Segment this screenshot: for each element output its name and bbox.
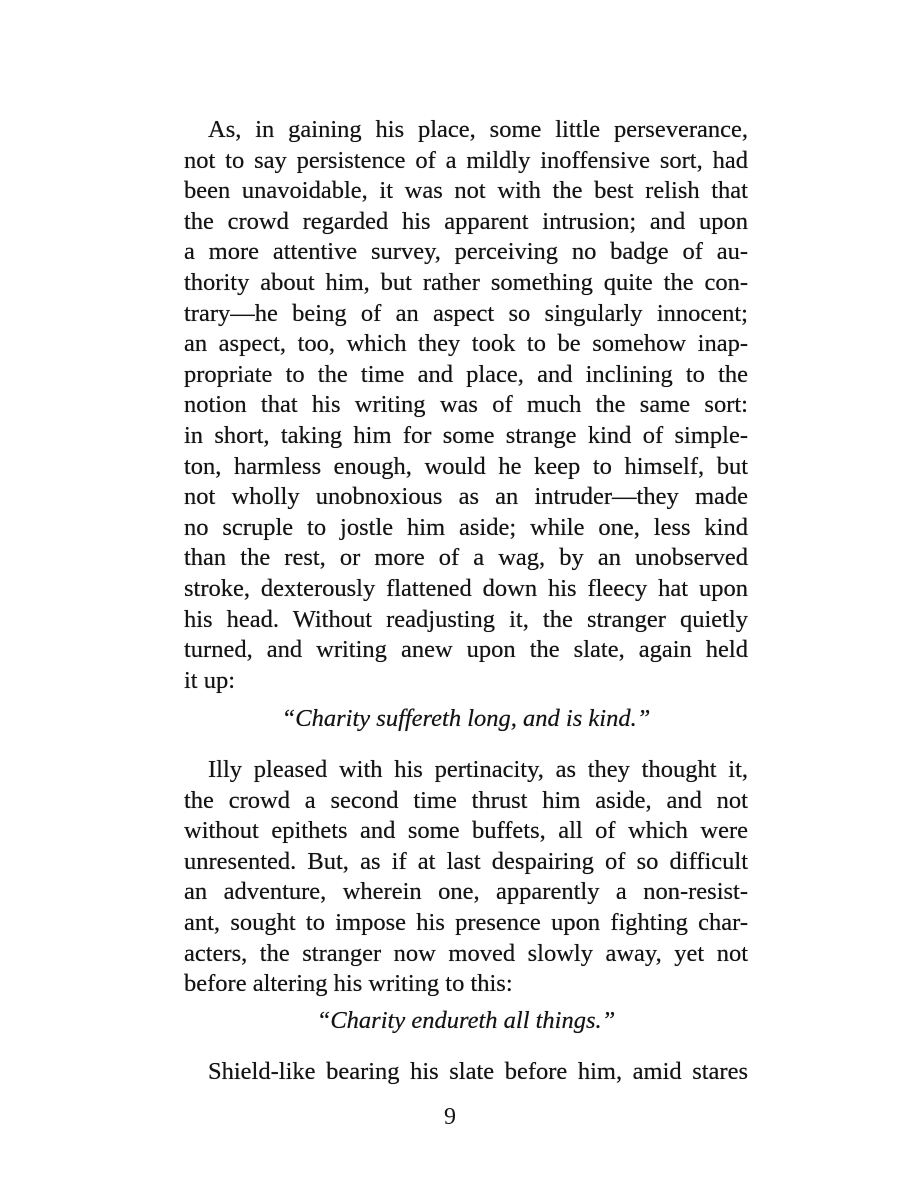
text-line: ant, sought to impose his presence upon fighting char- [184,908,748,936]
text-line: been unavoidable, it was not with the best relish that [184,177,748,205]
text-line: ton, harmless enough, would he keep to himself, but [184,452,748,480]
text-line: the crowd regarded his apparent intrusion; and upon [184,207,748,235]
paragraph-2 [184,755,748,1000]
paragraph-1 [184,115,748,696]
paragraph-3 [184,1057,748,1088]
text-line: in short, taking him for some strange kind of simple- [184,421,748,449]
quote-1: “Charity suffereth long, and is kind.” [281,705,651,732]
text-line: As, in gaining his place, some little perseverance, [208,116,748,143]
text-line: before altering his writing to this: [184,970,513,998]
text-line: an adventure, wherein one, apparently a non-resist- [184,878,748,906]
text-line: acters, the stranger now moved slowly away, yet not [184,939,748,967]
text-line: without epithets and some buffets, all of which were [184,817,748,845]
text-line: turned, and writing anew upon the slate, again held [184,636,748,664]
text-line: it up: [184,666,236,694]
text-line: no scruple to jostle him aside; while one, less kind [184,513,748,541]
text-line: notion that his writing was of much the same sort: [184,391,748,419]
text-line: thority about him, but rather something quite the con- [184,268,748,296]
text-line: propriate to the time and place, and inclining to the [184,360,748,388]
page-number: 9 [444,1104,456,1130]
text-line: unresented. But, as if at last despairing of so difficult [184,847,748,875]
text-line: Illy pleased with his pertinacity, as they thought it, [208,756,748,783]
text-line: than the rest, or more of a wag, by an unobserved [184,544,748,572]
quote-2: “Charity endureth all things.” [316,1007,616,1034]
text-line: an aspect, too, which they took to be somehow inap- [184,330,748,358]
text-line: the crowd a second time thrust him aside, and not [184,786,748,814]
text-line: Shield-like bearing his slate before him, amid stares [208,1058,748,1085]
text-line: not wholly unobnoxious as an intruder—they made [184,483,748,511]
text-line: stroke, dexterously flattened down his fleecy hat upon [184,574,748,602]
text-line: a more attentive survey, perceiving no badge of au- [184,238,748,266]
text-line: his head. Without readjusting it, the stranger quietly [184,605,748,633]
text-line: trary—he being of an aspect so singularly innocent; [184,299,748,327]
text-line: not to say persistence of a mildly inoffensive sort, had [184,146,748,174]
